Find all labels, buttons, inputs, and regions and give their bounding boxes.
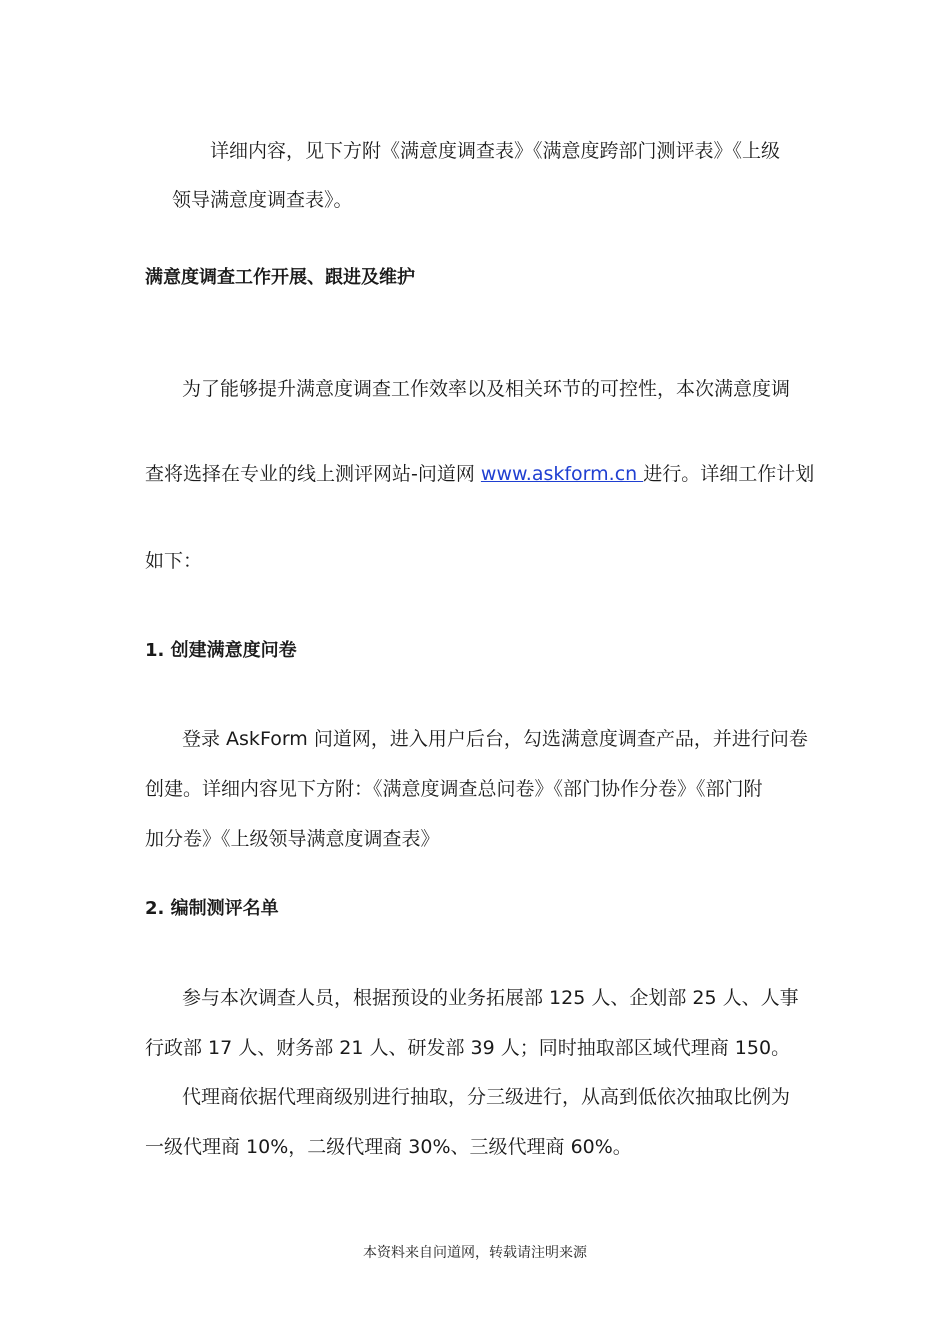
step1-heading: 1. 创建满意度问卷 <box>145 640 297 661</box>
para1-line-3: 如下： <box>145 550 203 572</box>
para1-line-2-after: 进行。详细工作计划 <box>643 463 815 485</box>
para1-line-2-before: 查将选择在专业的线上测评网站-问道网 <box>145 463 481 485</box>
step2-p2-line-1: 代理商依据代理商级别进行抽取，分三级进行，从高到低依次抽取比例为 <box>182 1086 791 1108</box>
intro-line-1: 详细内容，见下方附《满意度调查表》《满意度跨部门测评表》《上级 <box>210 140 781 162</box>
section-heading: 满意度调查工作开展、跟进及维护 <box>145 267 415 288</box>
step1-line-3: 加分卷》《上级领导满意度调查表》 <box>145 828 440 850</box>
step1-line-1: 登录 AskForm 问道网，进入用户后台，勾选满意度调查产品，并进行问卷 <box>182 728 808 750</box>
intro-line-2: 领导满意度调查表》。 <box>172 189 353 211</box>
page-footer: 本资料来自问道网，转载请注明来源 <box>363 1245 587 1261</box>
step2-p1-line-1: 参与本次调查人员，根据预设的业务拓展部 125 人、企划部 25 人、人事 <box>182 987 799 1009</box>
para1-line-1: 为了能够提升满意度调查工作效率以及相关环节的可控性，本次满意度调 <box>182 378 791 400</box>
step2-p1-line-2: 行政部 17 人、财务部 21 人、研发部 39 人；同时抽取部区域代理商 150。 <box>145 1037 791 1059</box>
para1-line-2 <box>145 461 815 487</box>
step1-line-2: 创建。详细内容见下方附：《满意度调查总问卷》《部门协作分卷》《部门附 <box>145 778 763 800</box>
askform-link[interactable]: www.askform.cn <box>480 463 644 485</box>
step2-p2-line-2: 一级代理商 10%，二级代理商 30%、三级代理商 60%。 <box>145 1136 632 1158</box>
step2-heading: 2. 编制测评名单 <box>145 898 279 919</box>
